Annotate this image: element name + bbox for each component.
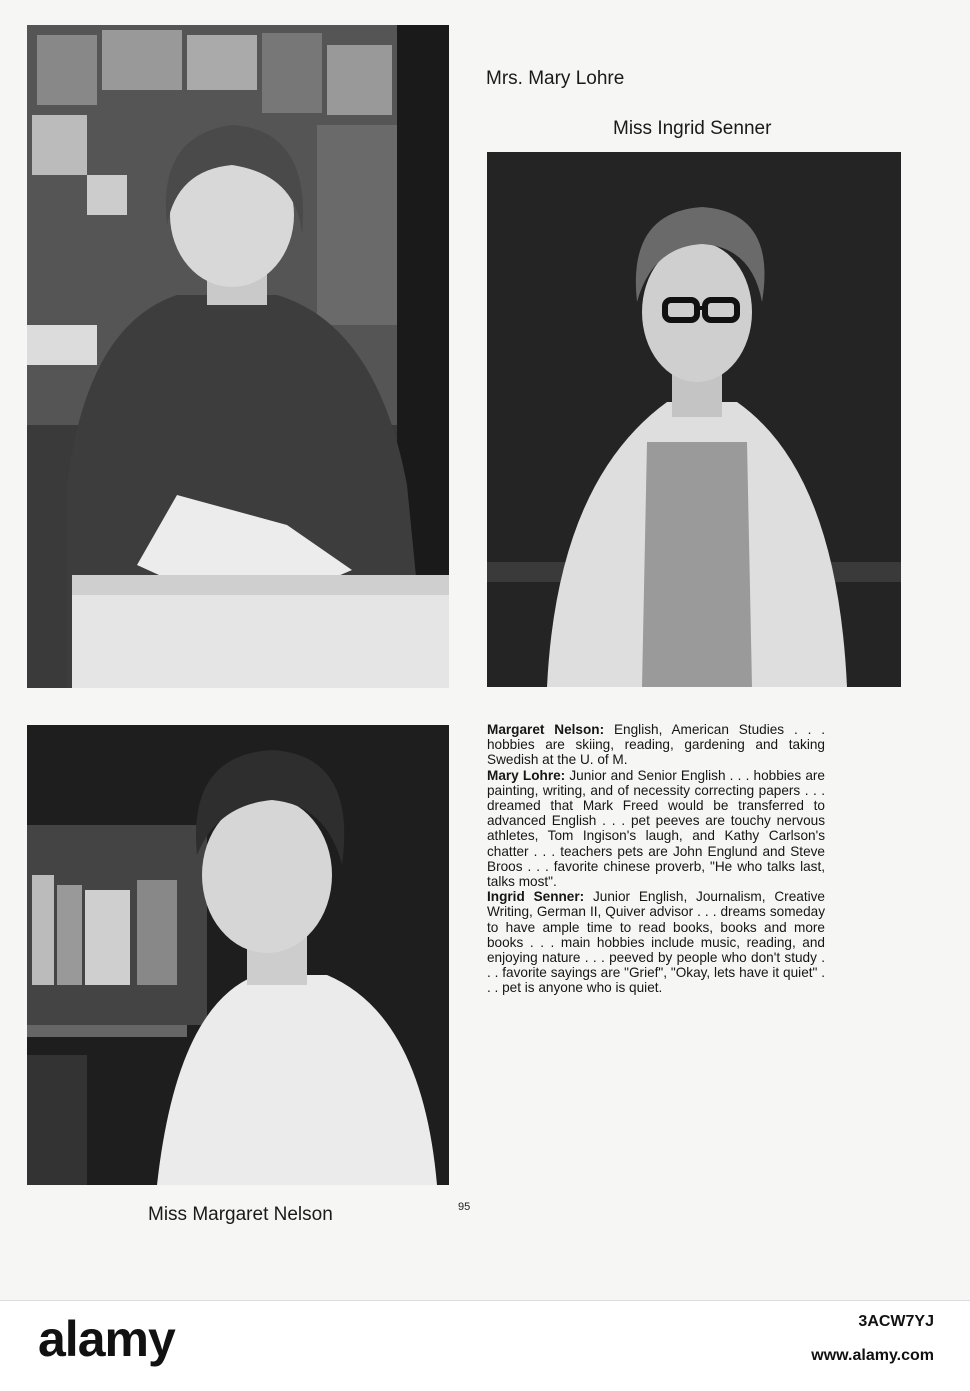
photo-mary-lohre [27,25,449,688]
bio-text-block [487,722,825,996]
caption-ingrid-senner: Miss Ingrid Senner [613,118,772,139]
bio-text: English, American Studies . . . hobbies are skiing, reading, gardening and taking Swedish at the U. of M. [487,722,825,768]
bio-name: Mary Lohre: [487,767,566,783]
bio-margaret-nelson [487,722,825,768]
caption-mary-lohre: Mrs. Mary Lohre [486,68,625,89]
page-number: 95 [458,1201,471,1213]
watermark-brand-logo: alamy [38,1311,175,1367]
photo-ingrid-senner [487,152,901,687]
bio-name: Ingrid Senner: [487,889,585,905]
caption-margaret-nelson: Miss Margaret Nelson [148,1204,333,1225]
watermark-image-id: 3ACW7YJ [858,1313,934,1330]
watermark-site-url: www.alamy.com [811,1347,934,1364]
bio-text: Junior English, Journalism, Creative Writing, German II, Quiver advisor . . . dreams someday to have ample time to read books, books and more books . . . main hobbies include music, reading, and enjoying nature . . . peeved by people who don't study . . . favorite sayings are "Grief", "Okay, lets have it quiet" . . . pet is anyone who is quiet. [487,889,825,996]
bio-mary-lohre [487,768,825,890]
bio-name: Margaret Nelson: [487,722,605,737]
bio-text: Junior and Senior English . . . hobbies are painting, writing, and of necessity correcting papers . . . dreamed that Mark Freed would be transferred to advanced English . . . pet peeves are touchy nervous athletes, Tom Ingison's laugh, and Kathy Carlson's chatter . . . teachers pets are John Englund and Steve Broos . . . favorite chinese proverb, "He who talks last, talks most". [487,767,825,890]
bio-ingrid-senner [487,889,825,995]
photo-margaret-nelson [27,725,449,1185]
